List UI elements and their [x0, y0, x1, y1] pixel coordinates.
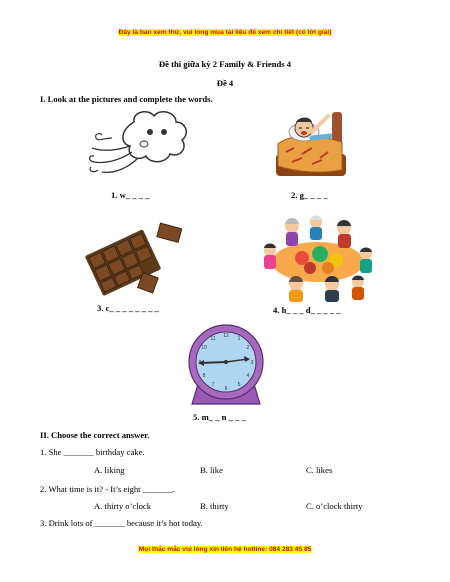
bottom-banner-text: Mọi thắc mắc vui lòng xin liên hệ hotline: 084 283 45 85 — [138, 546, 312, 553]
sleeping-boy-icon — [272, 108, 354, 188]
family-dinner-icon — [258, 210, 376, 302]
svg-text:12: 12 — [223, 333, 229, 339]
question-1: 1. She _______ birthday cake. — [40, 447, 145, 457]
svg-text:4: 4 — [246, 373, 250, 379]
caption-4: 4. h_ _ _ d_ _ _ _ _ — [273, 305, 341, 315]
top-banner — [0, 29, 450, 36]
q2-option-b: B. thirty — [200, 501, 229, 511]
svg-text:6: 6 — [224, 386, 228, 392]
svg-text:2: 2 — [246, 345, 250, 351]
svg-text:10: 10 — [201, 345, 207, 351]
exam-number: Đề 4 — [216, 78, 234, 88]
section-2-heading: II. Choose the correct answer. — [40, 430, 150, 440]
svg-text:8: 8 — [202, 373, 206, 379]
svg-text:7: 7 — [211, 382, 215, 388]
svg-text:11: 11 — [210, 336, 216, 342]
question-3: 3. Drink lots of _______ because it’s hot today. — [40, 518, 203, 528]
section-1-heading: I. Look at the pictures and complete the words. — [40, 94, 213, 104]
bottom-banner — [0, 546, 450, 553]
q1-option-b: B. like — [200, 465, 223, 475]
q2-option-a: A. thirty o’clock — [94, 501, 152, 511]
top-banner-text: Đây là bản xem thử, vui lòng mua tài liệu để xem chi tiết (có lời giải) — [118, 29, 332, 36]
question-2: 2. What time is it? - It’s eight _______. — [40, 484, 175, 494]
q1-option-c: C. likes — [306, 465, 333, 475]
svg-text:1: 1 — [237, 336, 241, 342]
chocolate-icon — [84, 220, 184, 298]
wind-icon — [82, 108, 202, 180]
clock-icon — [186, 320, 266, 406]
caption-1: 1. w_ _ _ _ — [111, 190, 150, 200]
q2-option-c: C. o’clock thirty — [306, 501, 363, 511]
q1-option-a: A. liking — [94, 465, 125, 475]
svg-text:3: 3 — [250, 360, 254, 366]
svg-text:5: 5 — [237, 382, 241, 388]
caption-3: 3. c_ _ _ _ _ _ _ _ — [97, 303, 159, 313]
caption-2: 2. g_ _ _ _ — [291, 190, 328, 200]
caption-5: 5. m_ _ n _ _ _ — [193, 412, 246, 422]
page-title: Đề thi giữa kỳ 2 Family & Friends 4 — [158, 59, 292, 69]
